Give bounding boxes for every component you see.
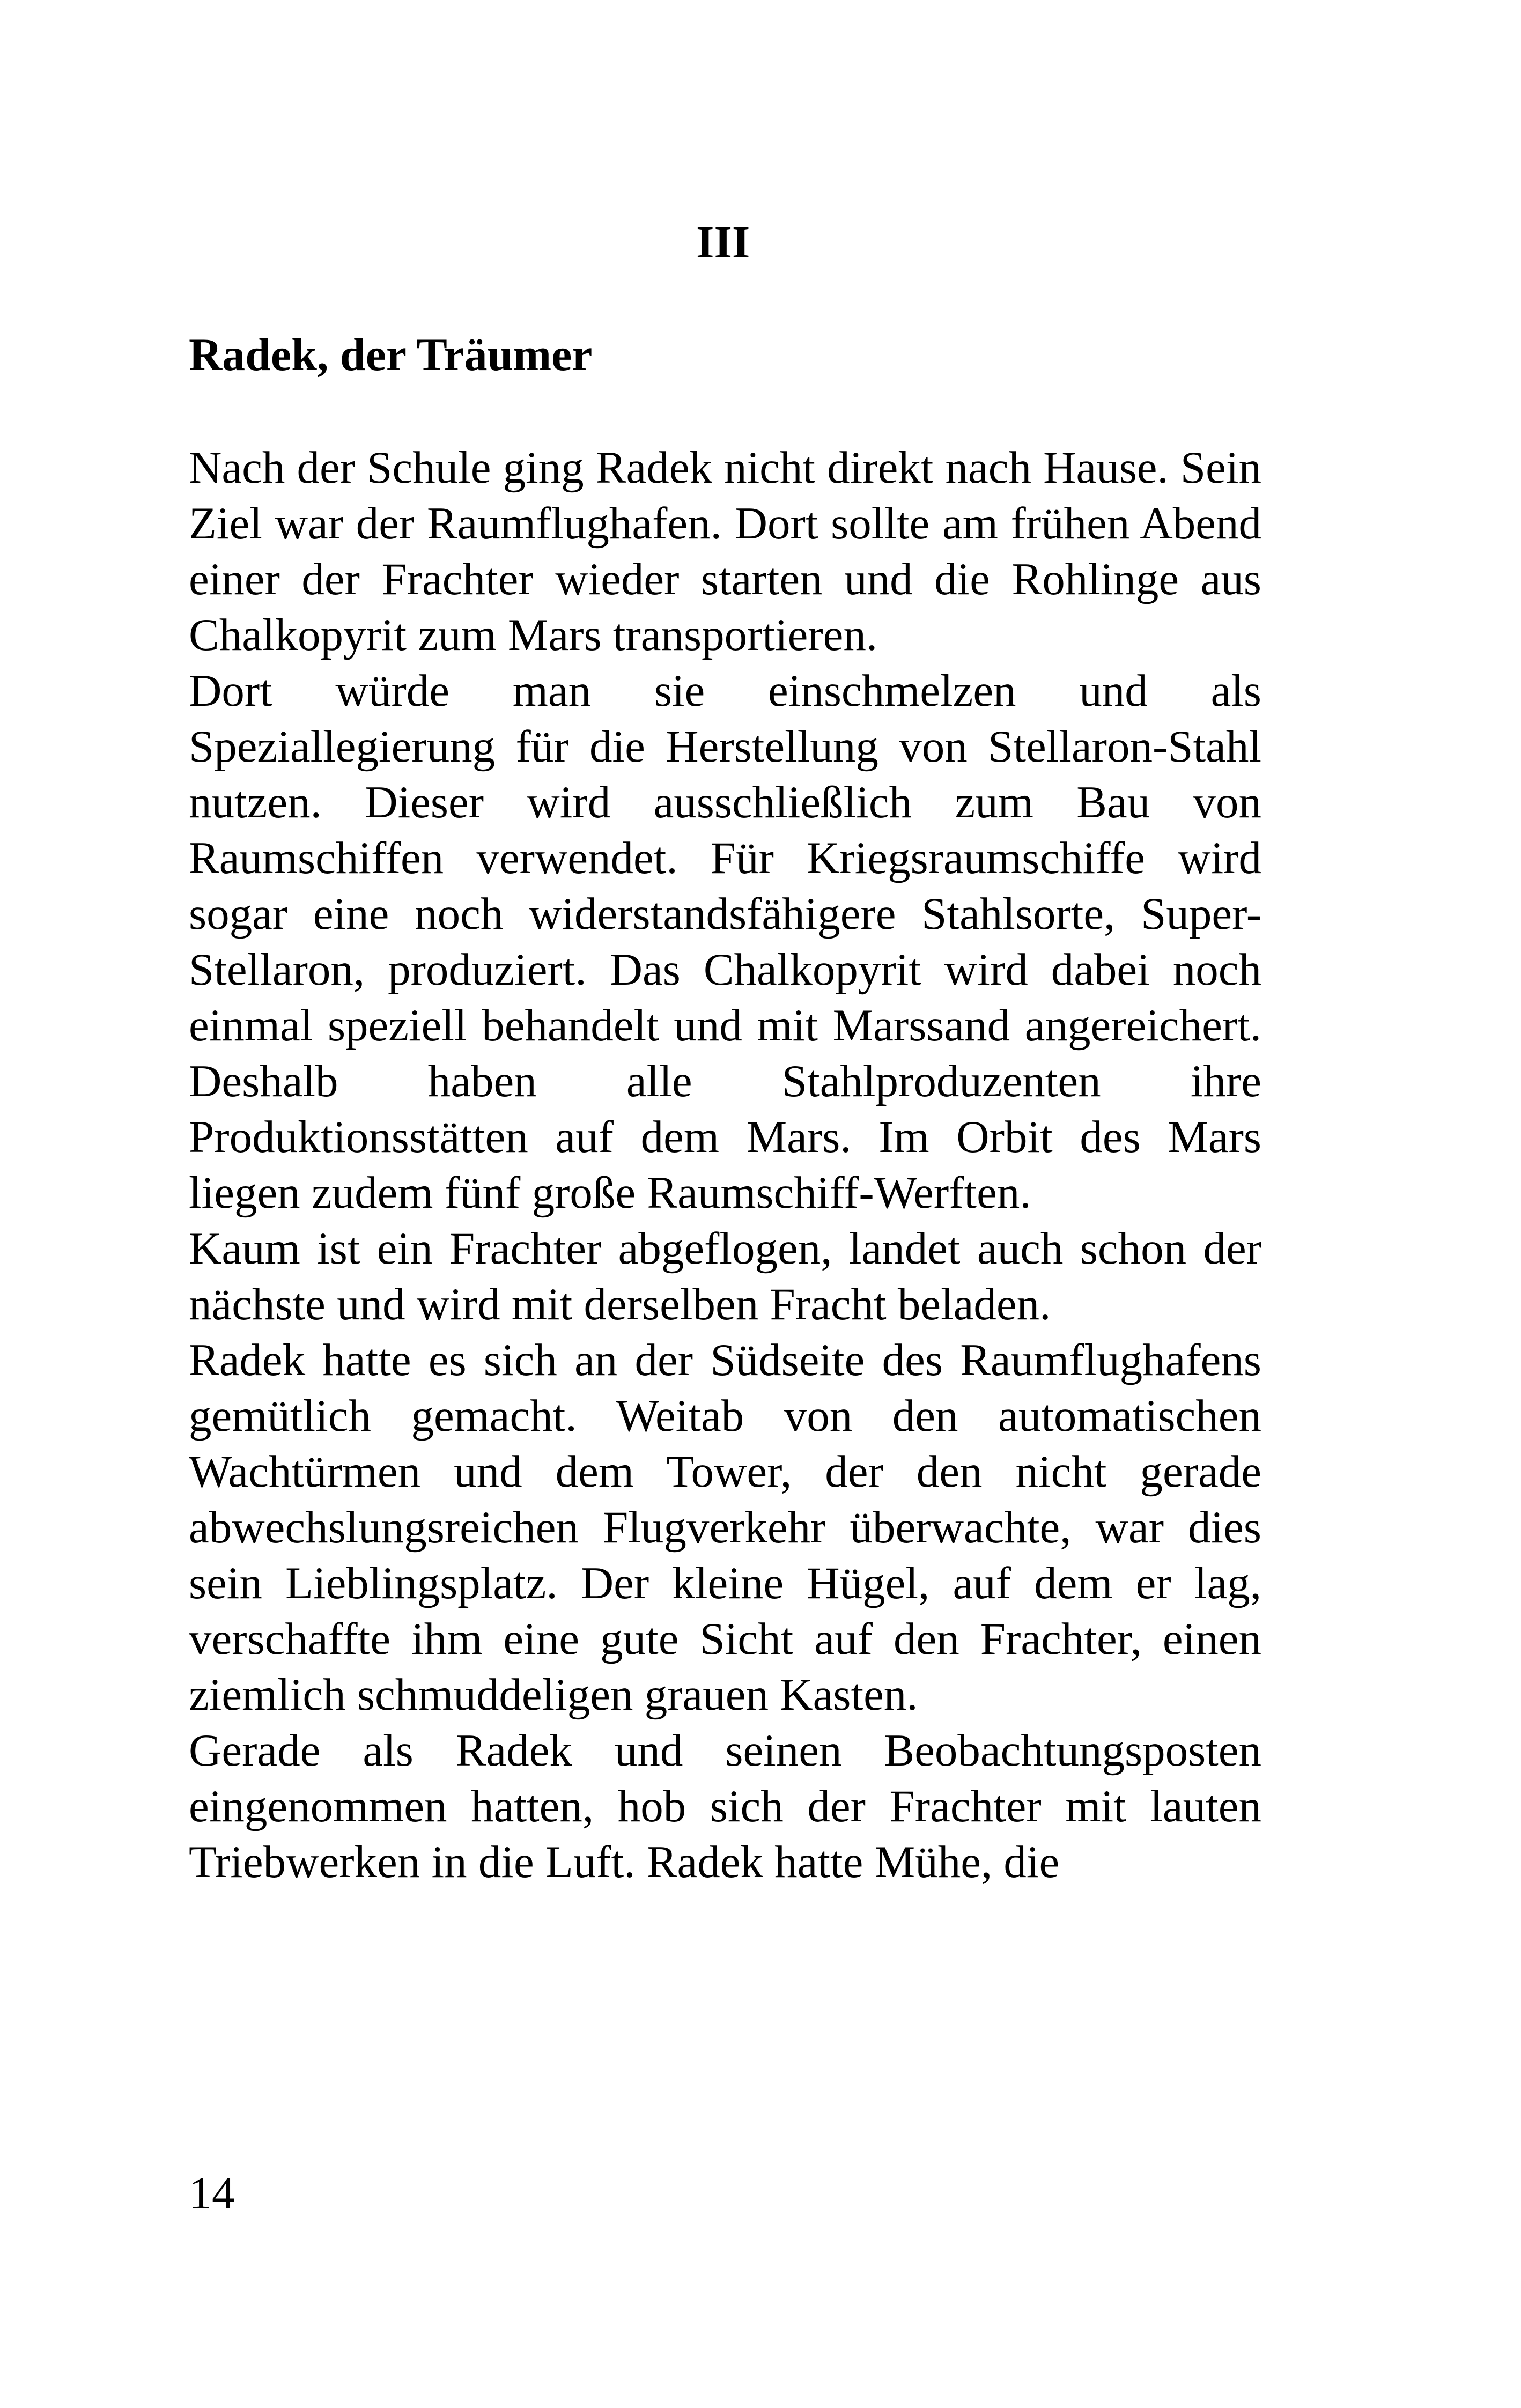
paragraph: Nach der Schule ging Radek nicht direkt nach Hause. Sein Ziel war der Raumflughafen. Dort sollte am frühen Abend einer der Frachter wieder starten und die Rohlinge aus Chalkopyrit zum Mars transportieren. xyxy=(189,442,1261,660)
paragraph: Gerade als Radek und seinen Beobachtungsposten eingenommen hatten, hob sich der Frachter mit lauten Triebwerken in die Luft. Radek hatte Mühe, die xyxy=(189,1725,1261,1887)
paragraph: Radek hatte es sich an der Südseite des Raumflughafens gemütlich gemacht. Weitab von den automatischen Wachtürmen und dem Tower, der den nicht gerade abwechslungsreichen Flugverkehr überwachte, war dies sein Lieblingsplatz. Der kleine Hügel, auf dem er lag, verschaffte ihm eine gute Sicht auf den Frachter, einen ziemlich schmuddeligen grauen Kasten. xyxy=(189,1335,1261,1720)
page-number: 14 xyxy=(189,2167,235,2219)
chapter-number: III xyxy=(696,216,750,268)
chapter-body xyxy=(189,440,1261,1890)
chapter-title: Radek, der Träumer xyxy=(189,329,593,380)
paragraph: Kaum ist ein Frachter abgeflogen, landet auch schon der nächste und wird mit derselben Fracht beladen. xyxy=(189,1223,1261,1329)
paragraph: Dort würde man sie einschmelzen und als Speziallegierung für die Herstellung von Stellaron-Stahl nutzen. Dieser wird ausschließlich zum Bau von Raumschiffen verwendet. Für Kriegsraumschiffe wird sogar eine noch widerstandsfähigere Stahlsorte, Super-Stellaron, produziert. Das Chalkopyrit wird dabei noch einmal speziell behandelt und mit Marssand angereichert. Deshalb haben alle Stahlproduzenten ihre Produktionsstätten auf dem Mars. Im Orbit des Mars liegen zudem fünf große Raumschiff-Werften. xyxy=(189,666,1261,1218)
